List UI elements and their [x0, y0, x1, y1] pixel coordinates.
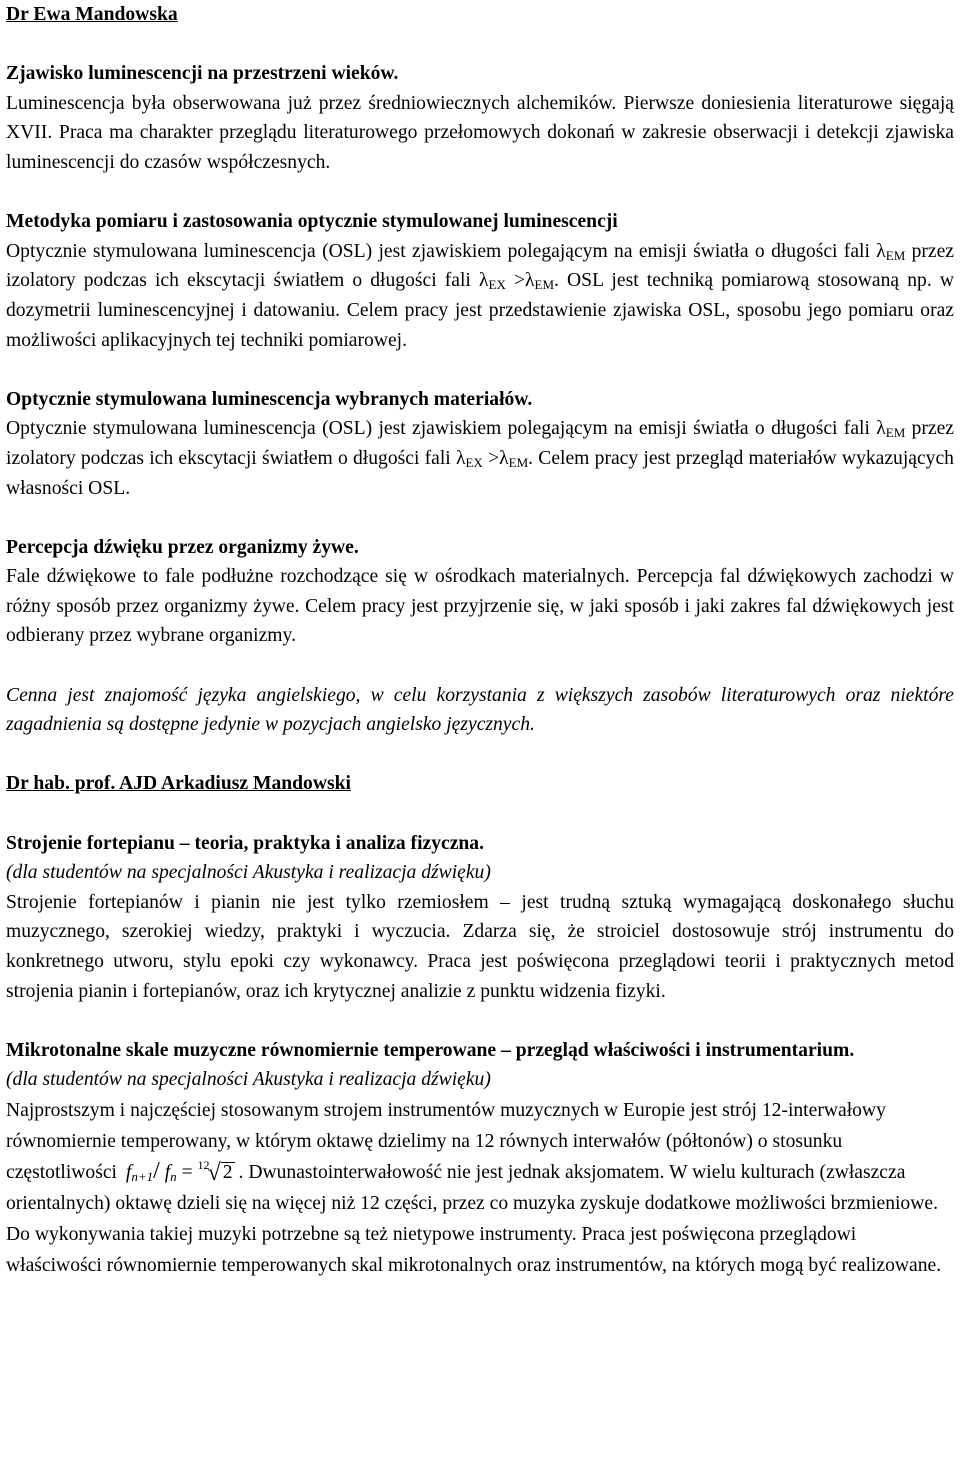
topic-body: Fale dźwiękowe to fale podłużne rozchodzące się w ośrodkach materialnych. Percepcja fal dźwiękowych zachodzi w różny sposób przez organizmy żywe. Celem pracy jest przyjrzenie się, w jaki sposób i jaki zakres fal dźwiękowych jest odbierany przez wybrane organizmy. — [6, 566, 954, 647]
topic-title: Mikrotonalne skale muzyczne równomiernie temperowane – przegląd właściwości i instrumentarium. — [6, 1039, 855, 1061]
spacer — [6, 178, 954, 208]
topic-title: Zjawisko luminescencji na przestrzeni wieków. — [6, 63, 399, 85]
spacer — [6, 355, 954, 385]
spacer — [6, 799, 954, 829]
subscript-em: EM — [534, 277, 555, 293]
spacer — [6, 503, 954, 533]
topic-audience: (dla studentów na specjalności Akustyka i realizacja dźwięku) — [6, 1069, 491, 1091]
topic-1 — [6, 59, 954, 177]
topic-5 — [6, 829, 954, 1007]
subscript-em: EM — [885, 425, 906, 441]
spacer — [6, 651, 954, 681]
topic-3 — [6, 385, 954, 503]
subscript-em: EM — [885, 247, 906, 263]
subscript-em: EM — [508, 454, 529, 470]
topic-body: Optycznie stymulowana luminescencja (OSL) jest zjawiskiem polegającym na emisji światła o długości fali $\lambda_{EM}$ przez izolatory podczas ich ekscytacji światłem o długości fali $\lambda_{EX} >\lambda_{EM}$. OSL jest techniką pomiarową stosowaną np. w dozymetrii luminescencyjnej i datowaniu. Celem pracy jest przedstawienie zjawiska OSL, sposobu jego pomiaru oraz możliwości aplikacyjnych tej techniki pomiarowej. — [6, 240, 954, 351]
topic-body: Strojenie fortepianów i pianin nie jest tylko rzemiosłem – jest trudną sztuką wymagającą doskonałego słuchu muzycznego, szerokiej wiedzy, praktyki i wyczucia. Zdarza się, że stroiciel dostosowuje strój instrumentu do konkretnego utworu, stylu epoki czy wykonawcy. Praca jest poświęcona przeglądowi teorii i praktycznych metod strojenia pianin i fortepianów, oraz ich krytycznej analizie z punktu widzenia fizyki. — [6, 891, 954, 1002]
root-sign-icon: √ — [207, 1159, 221, 1186]
topic-6 — [6, 1036, 954, 1281]
topic-body: Luminescencja była obserwowana już przez średniowiecznych alchemików. Pierwsze doniesienia literaturowe sięgają XVII. Praca ma charakter przeglądu literaturowego przełomowych dokonań w zakresie obserwacji i detekcji zjawiska luminescencji do czasów współczesnych. — [6, 92, 954, 173]
topic-title: Strojenie fortepianu – teoria, praktyka i analiza fizyczna. — [6, 832, 484, 854]
language-note: Cenna jest znajomość języka angielskiego, w celu korzystania z większych zasobów literaturowych oraz niektóre zagadnienia są dostępne jedynie w pozycjach angielsko języcznych. — [6, 684, 954, 736]
spacer — [6, 30, 954, 60]
topic-4 — [6, 533, 954, 651]
root-index: 12 — [197, 1157, 210, 1172]
topic-2 — [6, 207, 954, 355]
topic-title: Percepcja dźwięku przez organizmy żywe. — [6, 536, 359, 558]
spacer — [6, 1006, 954, 1036]
subscript-ex: EX — [465, 454, 483, 470]
topic-audience: (dla studentów na specjalności Akustyka i realizacja dźwięku) — [6, 862, 491, 884]
document-page — [6, 0, 954, 1281]
author-heading-2: Dr hab. prof. AJD Arkadiusz Mandowski — [6, 773, 351, 795]
topic-title: Metodyka pomiaru i zastosowania optycznie stymulowanej luminescencji — [6, 211, 618, 233]
spacer — [6, 740, 954, 770]
topic-body: Optycznie stymulowana luminescencja (OSL) jest zjawiskiem polegającym na emisji światła o długości fali $\lambda_{EM}$ przez izolatory podczas ich ekscytacji światłem o długości fali $\lambda_{EX} >\lambda_{EM}$. Celem pracy jest przegląd materiałów wykazujących własności OSL. — [6, 418, 954, 499]
topic-title: Optycznie stymulowana luminescencja wybranych materiałów. — [6, 388, 533, 410]
topic-body: Najprostszym i najczęściej stosowanym strojem instrumentów muzycznych w Europie jest strój 12-interwałowy równomiernie temperowany, w którym oktawę dzielimy na 12 równych interwałów (półtonów) o stosunku częstotliwości $f_{n+1}/$ $f_n = ^{12}√$ 2 . Dwunastointerwałowość nie jest jednak aksjomatem. W wielu kulturach (zwłaszcza orientalnych) oktawę dzieli się na więcej niż 12 części, przez co muzyka zyskuje dodatkowe możliwości brzmieniowe. Do wykonywania takiej muzyki potrzebne są też nietypowe instrumenty. Praca jest poświęcona przeglądowi właściwości równomiernie temperowanych skal mikrotonalnych oraz instrumentów, na których mogą być realizowane. — [6, 1099, 942, 1276]
subscript-ex: EX — [488, 277, 506, 293]
author-heading-1: Dr Ewa Mandowska — [6, 4, 178, 25]
radicand: 2 — [222, 1161, 233, 1183]
frequency-ratio-formula: $f_{n+1}/$ $f_n = ^{12}√$ 2 — [125, 1157, 233, 1186]
